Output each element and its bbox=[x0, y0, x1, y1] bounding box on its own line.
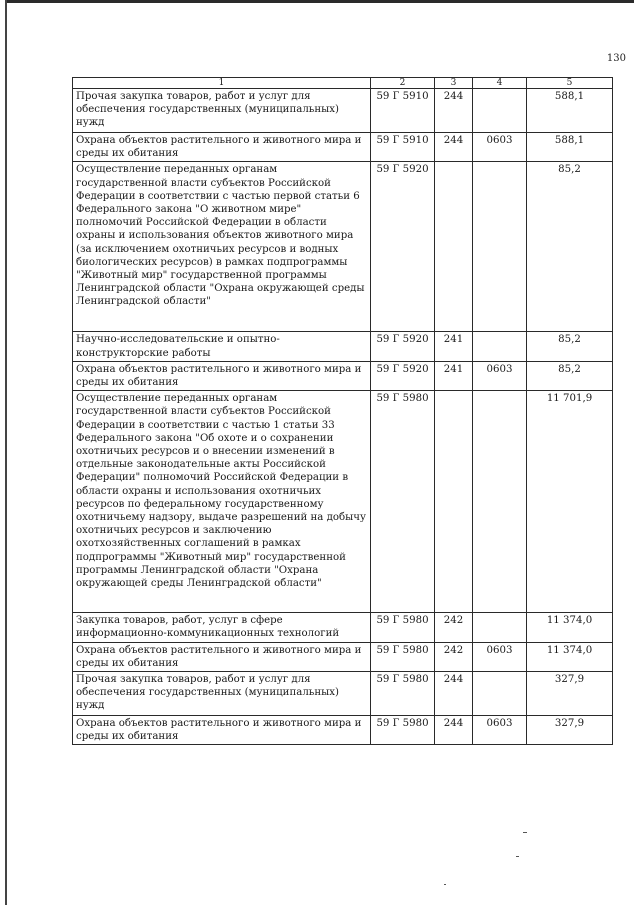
row-section bbox=[473, 89, 527, 133]
row-section: 0603 bbox=[473, 361, 527, 390]
row-section bbox=[473, 672, 527, 716]
row-expense-type: 244 bbox=[435, 89, 473, 133]
row-expense-type: 242 bbox=[435, 613, 473, 642]
row-name: Осуществление переданных органам государственной власти субъектов Российской Федерации в соответствии с частью 1 статьи 33 Федерального закона "Об охоте и о сохранении охотничьих ресурсов и о внесении изменений в отдельные законодательные акты Российской Федерации" полномочий Российской Федерации в области охраны и использования охотничьих ресурсов по федеральному государственному охотничьему надзору, выдаче разрешений на добычу охотничьих ресурсов и заключению охотхозяйственных соглашений в рамках подпрограммы "Животный мир" государственной программы Ленинградской области "Охрана окружающей среды Ленинградской области" bbox=[73, 391, 371, 613]
row-expense-type bbox=[435, 391, 473, 613]
row-amount: 85,2 bbox=[527, 162, 613, 332]
row-amount: 85,2 bbox=[527, 361, 613, 390]
row-section bbox=[473, 613, 527, 642]
row-expense-type: 242 bbox=[435, 642, 473, 671]
row-name: Закупка товаров, работ, услуг в сфере информационно-коммуникационных технологий bbox=[73, 613, 371, 642]
row-amount: 11 701,9 bbox=[527, 391, 613, 613]
row-section bbox=[473, 162, 527, 332]
row-expense-type: 244 bbox=[435, 716, 473, 745]
header-cell: 1 bbox=[73, 78, 371, 89]
row-code: 59 Г 5980 bbox=[371, 642, 435, 671]
row-name: Осуществление переданных органам государственной власти субъектов Российской Федерации в соответствии с частью первой статьи 6 Федерального закона "О животном мире" полномочий Российской Федерации в области охраны и использования объектов животного мира (за исключением охотничьих ресурсов и водных биологических ресурсов) в рамках подпрограммы "Животный мир" государственной программы Ленинградской области "Охрана окружающей среды Ленинградской области" bbox=[73, 162, 371, 332]
table-row bbox=[73, 672, 613, 716]
row-amount: 327,9 bbox=[527, 672, 613, 716]
scan-speck bbox=[516, 856, 519, 857]
table-row bbox=[73, 642, 613, 671]
row-expense-type: 244 bbox=[435, 133, 473, 162]
table-row bbox=[73, 361, 613, 390]
row-expense-type: 241 bbox=[435, 361, 473, 390]
row-section bbox=[473, 332, 527, 361]
table-row bbox=[73, 716, 613, 745]
table-row bbox=[73, 391, 613, 613]
row-amount: 11 374,0 bbox=[527, 642, 613, 671]
row-code: 59 Г 5920 bbox=[371, 162, 435, 332]
row-code: 59 Г 5980 bbox=[371, 391, 435, 613]
row-name: Охрана объектов растительного и животного мира и среды их обитания bbox=[73, 716, 371, 745]
page-number: 130 bbox=[606, 53, 626, 64]
table-row bbox=[73, 133, 613, 162]
row-section bbox=[473, 391, 527, 613]
header-cell: 5 bbox=[527, 78, 613, 89]
row-amount: 85,2 bbox=[527, 332, 613, 361]
table-row bbox=[73, 162, 613, 332]
header-cell: 3 bbox=[435, 78, 473, 89]
table-row bbox=[73, 332, 613, 361]
table-header-row bbox=[73, 78, 613, 89]
header-cell: 4 bbox=[473, 78, 527, 89]
row-name: Прочая закупка товаров, работ и услуг для обеспечения государственных (муниципальных) нужд bbox=[73, 672, 371, 716]
row-section: 0603 bbox=[473, 716, 527, 745]
budget-table bbox=[72, 77, 613, 745]
scan-speck bbox=[523, 832, 527, 833]
row-name: Охрана объектов растительного и животного мира и среды их обитания bbox=[73, 642, 371, 671]
row-code: 59 Г 5920 bbox=[371, 361, 435, 390]
row-name: Охрана объектов растительного и животного мира и среды их обитания bbox=[73, 361, 371, 390]
row-code: 59 Г 5980 bbox=[371, 672, 435, 716]
row-section: 0603 bbox=[473, 133, 527, 162]
row-code: 59 Г 5920 bbox=[371, 332, 435, 361]
row-code: 59 Г 5980 bbox=[371, 613, 435, 642]
row-expense-type bbox=[435, 162, 473, 332]
row-amount: 11 374,0 bbox=[527, 613, 613, 642]
header-cell: 2 bbox=[371, 78, 435, 89]
table-row bbox=[73, 613, 613, 642]
row-name: Прочая закупка товаров, работ и услуг для обеспечения государственных (муниципальных) нужд bbox=[73, 89, 371, 133]
row-section: 0603 bbox=[473, 642, 527, 671]
row-expense-type: 241 bbox=[435, 332, 473, 361]
row-code: 59 Г 5910 bbox=[371, 133, 435, 162]
row-amount: 588,1 bbox=[527, 133, 613, 162]
scan-top-edge bbox=[6, 0, 634, 3]
row-amount: 327,9 bbox=[527, 716, 613, 745]
row-name: Охрана объектов растительного и животного мира и среды их обитания bbox=[73, 133, 371, 162]
row-name: Научно-исследовательские и опытно-конструкторские работы bbox=[73, 332, 371, 361]
scan-speck bbox=[444, 884, 446, 885]
row-expense-type: 244 bbox=[435, 672, 473, 716]
table-row bbox=[73, 89, 613, 133]
row-code: 59 Г 5980 bbox=[371, 716, 435, 745]
scan-left-edge bbox=[5, 0, 7, 905]
row-amount: 588,1 bbox=[527, 89, 613, 133]
row-code: 59 Г 5910 bbox=[371, 89, 435, 133]
